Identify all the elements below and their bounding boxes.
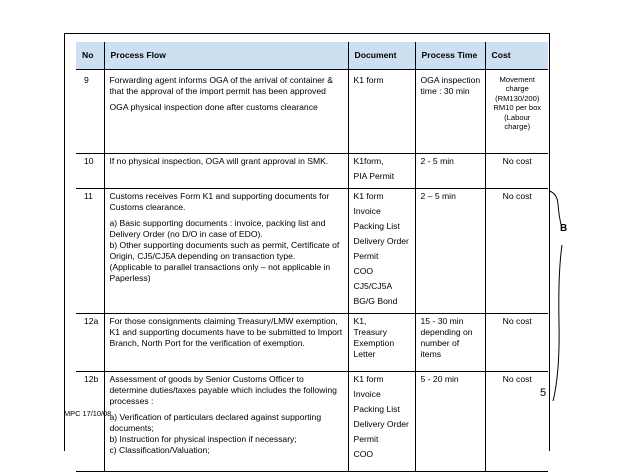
- document-cell: [348, 69, 415, 153]
- document-item: BG/G Bond: [353, 295, 398, 306]
- document-cell: [348, 313, 415, 371]
- row-number: 9: [76, 69, 104, 153]
- process-text: Customs receives Form K1 and supporting documents for Customs clearance.: [109, 190, 330, 212]
- cost-text: No cost: [502, 190, 532, 201]
- process-cell: [104, 153, 348, 188]
- document-item: K1form,: [353, 155, 384, 166]
- time-cell: [415, 69, 485, 153]
- process-table: [76, 42, 548, 472]
- cost-text: No cost: [502, 315, 532, 326]
- time-text: 15 - 30 min depending on number of items: [420, 315, 473, 359]
- row-number: 10: [76, 153, 104, 188]
- time-cell: [415, 313, 485, 371]
- process-text: c) Classification/Valuation;: [109, 444, 210, 455]
- document-item: K1 form: [353, 74, 384, 85]
- document-item: Permit: [353, 433, 379, 444]
- document-item: Invoice: [353, 205, 381, 216]
- process-text: OGA physical inspection done after customs clearance: [109, 101, 318, 112]
- table-row: [76, 153, 548, 188]
- time-text: 2 - 5 min: [420, 155, 454, 166]
- document-cell: [348, 153, 415, 188]
- row-number: 11: [76, 188, 104, 313]
- process-text: For those consignments claiming Treasury/LMW exemption, K1 and supporting documents have to be submitted to Import Branch, North Port for the verification of exemption.: [109, 315, 343, 348]
- process-cell: [104, 69, 348, 153]
- document-cell: [348, 188, 415, 313]
- document-item: Permit: [353, 250, 379, 261]
- process-cell: [104, 313, 348, 371]
- time-cell: [415, 188, 485, 313]
- side-label: B: [560, 223, 568, 234]
- time-text: OGA inspection time : 30 min: [420, 74, 481, 96]
- document-item: Delivery Order: [353, 418, 409, 429]
- page-number: 5: [540, 387, 547, 399]
- process-table-container: [76, 42, 548, 459]
- process-text: a) Basic supporting documents : invoice, packing list and Delivery Order (no D/O in case of EDO).: [109, 217, 326, 239]
- brace-bottom-icon: [552, 243, 566, 403]
- document-item: CJ5/CJ5A: [353, 280, 393, 291]
- table-row: [76, 313, 548, 371]
- document-cell: [348, 371, 415, 471]
- time-cell: [415, 371, 485, 471]
- cost-cell: [485, 313, 548, 371]
- header-process-flow: Process Flow: [104, 42, 348, 69]
- cost-cell: [485, 188, 548, 313]
- document-item: COO: [353, 265, 374, 276]
- cost-text: No cost: [502, 373, 532, 384]
- document-item: K1 form: [353, 190, 384, 201]
- cost-cell: [485, 371, 548, 471]
- document-item: Treasury Exemption Letter: [353, 326, 395, 359]
- document-item: PIA Permit: [353, 170, 395, 181]
- process-text: b) Other supporting documents such as permit, Certificate of Origin, CJ5/CJ5A depending on transaction type.: [109, 239, 340, 261]
- time-text: 2 – 5 min: [420, 190, 456, 201]
- process-text: If no physical inspection, OGA will grant approval in SMK.: [109, 155, 329, 166]
- cost-text: No cost: [502, 155, 532, 166]
- header-process-time: Process Time: [415, 42, 485, 69]
- process-cell: [104, 371, 348, 471]
- document-item: Delivery Order: [353, 235, 409, 246]
- row-number: 12a: [76, 313, 104, 371]
- header-cost: Cost: [485, 42, 548, 69]
- process-cell: [104, 188, 348, 313]
- cost-text: Movement charge (RM130/200): [495, 74, 540, 103]
- cost-text: RM10 per box (Labour charge): [493, 103, 542, 131]
- process-text: Assessment of goods by Senior Customs Officer to determine duties/taxes payable which includes the following processes :: [109, 373, 337, 406]
- table-header-row: [76, 42, 548, 69]
- process-text: (Applicable to parallel transactions only – not applicable in Paperless): [109, 261, 331, 283]
- document-item: Invoice: [353, 388, 381, 399]
- header-no: No: [76, 42, 104, 69]
- cost-cell: [485, 69, 548, 153]
- time-cell: [415, 153, 485, 188]
- process-text: a) Verification of particulars declared against supporting documents;: [109, 411, 322, 433]
- table-row: [76, 188, 548, 313]
- document-item: Packing List: [353, 403, 400, 414]
- process-text: Forwarding agent informs OGA of the arrival of container & that the approval of the import permit has been approved: [109, 74, 334, 96]
- cost-cell: [485, 153, 548, 188]
- row-number: 12b: [76, 371, 104, 471]
- table-row: [76, 371, 548, 471]
- footer-code: MPC 17/10/08: [64, 409, 112, 418]
- process-text: b) Instruction for physical inspection if necessary;: [109, 433, 297, 444]
- document-item: Packing List: [353, 220, 400, 231]
- document-item: K1 form: [353, 373, 384, 384]
- document-item: K1,: [353, 315, 367, 326]
- header-document: Document: [348, 42, 415, 69]
- time-text: 5 - 20 min: [420, 373, 459, 384]
- table-row: [76, 69, 548, 153]
- document-item: COO: [353, 448, 374, 459]
